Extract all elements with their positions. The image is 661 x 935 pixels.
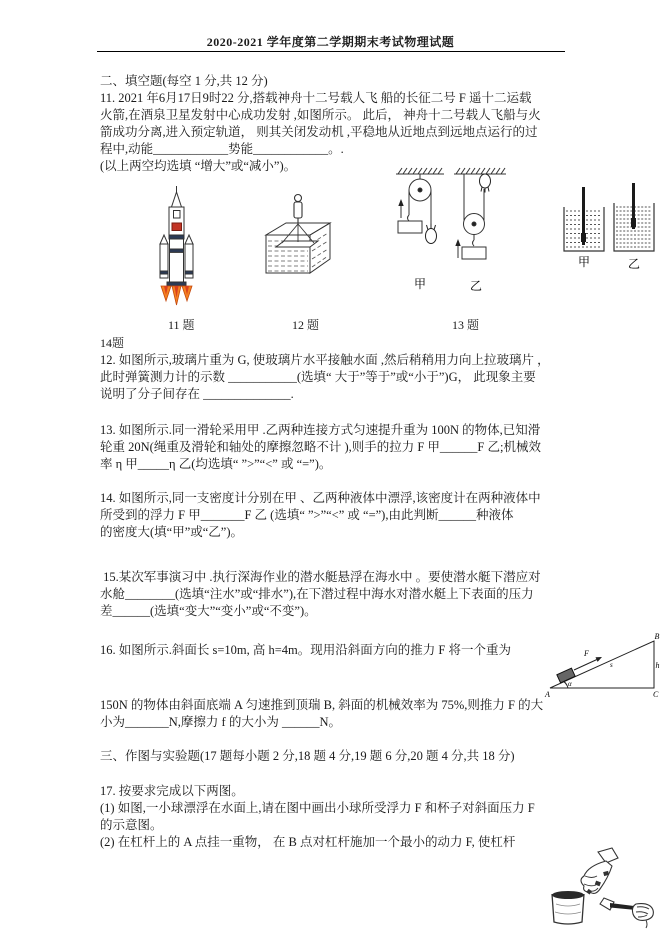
question-11-line: 箭成功分离,进入预定轨道， 则其关闭发动机 ,平稳地从近地点到远地点运行的过 <box>100 125 538 139</box>
question-14-line: 14. 如图所示,同一支密度计分别在甲 、乙两种液体中漂浮,该密度计在两种液体中 <box>100 491 541 505</box>
question-15-line: 15.某次军事演习中 .执行深海作业的潜水艇悬浮在海水中 。要使潜水艇下潜应对 <box>100 570 541 584</box>
crumbling-hand <box>581 848 618 894</box>
header-divider <box>97 51 565 52</box>
section-3-heading <box>100 748 578 765</box>
hands-cup-sketch-figure <box>538 846 660 932</box>
section-heading-text: 三、作图与实验题(17 题每小题 2 分,18 题 4 分,19 题 6 分,20 题 4 分,共 18 分) <box>100 749 515 763</box>
inclined-plane-figure <box>544 630 660 698</box>
question-15 <box>100 569 578 620</box>
incline-block <box>557 668 575 683</box>
beaker-yi <box>614 183 654 251</box>
rocket-body <box>160 186 193 286</box>
question-15-line: 水舱________(选填“注水”或“排水”),在下潜过程中海水对潜水艇上下表面的压力 <box>100 587 534 601</box>
ceiling-right <box>454 168 506 174</box>
pulley-systems-figure <box>392 166 510 294</box>
question-17-line: 的示意图。 <box>100 818 163 832</box>
question-11-line: 火箭,在酒泉卫星发射中心成功发射 ,如图所示。 此后， 神舟十二号载人飞船与火 <box>100 108 541 122</box>
question-11-line: (以上两空均选填 “增大”或“减小”)。 <box>100 159 297 173</box>
pulley-jia-label: 甲 <box>414 277 427 291</box>
beaker-yi-label: 乙 <box>628 257 641 271</box>
question-11-line: 程中,动能____________势能____________。. <box>100 142 344 156</box>
pulley-yi-label: 乙 <box>470 279 483 293</box>
question-16-intro <box>100 642 578 659</box>
rocket-flames <box>161 286 192 305</box>
hydrometer-beakers-figure <box>556 183 660 271</box>
question-12-line: 此时弹簧测力计的示数 ___________(选填“ 大于”等于”或“小于”)G， 此现象主要 <box>100 370 536 384</box>
question-13-line: 13. 如图所示.同一滑轮采用甲 .乙两种连接方式匀速提升重为 100N 的物体,已知滑 <box>100 423 541 437</box>
spring-scale <box>294 195 302 225</box>
cup <box>552 891 584 924</box>
question-11 <box>100 90 578 175</box>
question-17 <box>100 783 578 851</box>
incline-h-label: h <box>655 661 660 670</box>
beaker-jia-label: 甲 <box>578 255 591 269</box>
section-heading-text: 二、填空题(每空 1 分,共 12 分) <box>100 74 268 88</box>
incline-A-label: A <box>545 690 550 698</box>
incline-s-label: s <box>610 661 613 669</box>
question-17-line: (2) 在杠杆上的 A 点挂一重物， 在 B 点对杠杆施加一个最小的动力 F, 使杠杆 <box>100 835 516 849</box>
incline-B-label: B <box>654 632 660 641</box>
movable-pulley-system <box>455 174 490 259</box>
ceiling-left <box>396 168 444 174</box>
question-12 <box>100 352 578 403</box>
figure-caption-11: 11 题 <box>168 318 195 332</box>
figure-caption-13: 13 题 <box>452 318 480 332</box>
question-11-line: 11. 2021 年6月17日9时22 分,搭载神舟十二号载人飞 船的长征二号 F 遥十二运载 <box>100 91 532 105</box>
suspension-strings <box>282 224 314 243</box>
question-17-line: (1) 如图,一小球漂浮在水面上,请在图中画出小球所受浮力 F 和杯子对斜面压力 F <box>100 801 535 815</box>
question-15-line: 差______(选填“变大”“变小”或“不变”)。 <box>100 604 317 618</box>
figure-caption-14: 14题 <box>100 336 125 350</box>
beaker-jia <box>564 187 604 251</box>
question-14-line: 所受到的浮力 F 甲_______F 乙 (选填“ ”>”“<” 或 “=”),由此判断______种液体 <box>100 508 514 522</box>
incline-C-label: C <box>653 690 659 698</box>
question-17-line: 17. 按要求完成以下两图。 <box>100 784 244 798</box>
question-16-body <box>100 697 578 731</box>
push-force-arrow <box>574 657 602 670</box>
question-16-line: 小为_______N,摩擦力 f 的大小为 ______N。 <box>100 715 341 729</box>
incline-F-label: F <box>584 649 589 658</box>
page-title: 2020-2021 学年度第二学期期末考试物理试题 <box>206 35 455 49</box>
question-13 <box>100 422 578 473</box>
figure-caption-12: 12 题 <box>292 318 320 332</box>
section-2-heading <box>100 73 578 90</box>
question-14-line: 的密度大(填“甲”或“乙”)。 <box>100 525 244 539</box>
question-16-line: 150N 的物体由斜面底端 A 匀速推到顶瑞 B, 斜面的机械效率为 75%,则推力 F 的大 <box>100 698 544 712</box>
question-16-line: 16. 如图所示.斜面长 s=10m, 高 h=4m。现用沿斜面方向的推力 F 将一个重为 <box>100 643 511 657</box>
hand-with-stick <box>600 898 653 928</box>
question-14 <box>100 490 578 541</box>
incline-alpha-label: α <box>568 680 572 688</box>
question-13-line: 率 η 甲_____η 乙(均选填“ ”>”“<” 或 “=”)。 <box>100 457 332 471</box>
question-12-line: 12. 如图所示,玻璃片重为 G, 使玻璃片水平接触水面 ,然后稍稍用力向上拉玻璃片 ， <box>100 353 550 367</box>
fixed-pulley-system <box>398 174 437 244</box>
rocket-figure <box>148 186 206 306</box>
question-13-line: 轮重 20N(绳重及滑轮和轴处的摩擦忽略不计 ),则手的拉力 F 甲______F 乙;机械效 <box>100 440 541 454</box>
tank-spring-scale-figure <box>258 193 338 281</box>
question-12-line: 说明了分子间存在 ______________. <box>100 387 294 401</box>
submerged-plate <box>276 241 318 247</box>
